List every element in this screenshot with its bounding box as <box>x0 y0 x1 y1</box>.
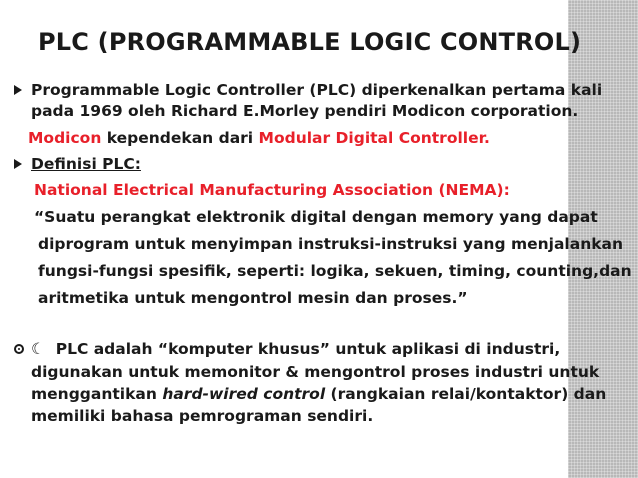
slide-title: PLC (PROGRAMMABLE LOGIC CONTROL) <box>38 28 582 56</box>
nema-source: National Electrical Manufacturing Association (NEMA): <box>34 181 510 199</box>
bullet3-line2: digunakan untuk memonitor & mengontrol proses industri untuk <box>31 363 600 381</box>
nema-quote-line2: diprogram untuk menyimpan instruksi-instruksi yang menjalankan <box>38 235 624 253</box>
modicon-line <box>28 128 490 148</box>
bullet1-line2: pada 1969 oleh Richard E.Morley pendiri Modicon corporation. <box>31 102 579 120</box>
moon-glyph: ☾ <box>31 340 45 358</box>
hard-wired-term: hard-wired control <box>162 385 326 403</box>
arrow-bullet-icon <box>14 159 22 169</box>
circle-bullet-icon <box>14 344 24 354</box>
arrow-bullet-icon <box>14 85 22 95</box>
modicon-term: Modicon <box>28 129 102 147</box>
definisi-label: Definisi PLC: <box>31 155 141 173</box>
bullet3-line4: memiliki bahasa pemrograman sendiri. <box>31 407 374 425</box>
bullet3-line3-a: menggantikan <box>31 385 163 403</box>
bullet1-line1: Programmable Logic Controller (PLC) diperkenalkan pertama kali <box>31 81 603 99</box>
nema-quote-line4: aritmetika untuk mengontrol mesin dan proses.” <box>38 289 468 307</box>
nema-quote-line1: “Suatu perangkat elektronik digital dengan memory yang dapat <box>34 208 598 226</box>
bullet3-line3-c: (rangkaian relai/kontaktor) dan <box>325 385 607 403</box>
modicon-mid: kependekan dari <box>101 129 259 147</box>
modicon-expansion: Modular Digital Controller. <box>258 129 490 147</box>
bullet3-line1 <box>31 339 560 359</box>
nema-quote-line3: fungsi-fungsi spesifik, seperti: logika, sekuen, timing, counting,dan <box>38 262 632 280</box>
bullet3-line3 <box>31 384 606 404</box>
bullet3-line1-text: PLC adalah “komputer khusus” untuk aplikasi di industri, <box>55 340 561 358</box>
